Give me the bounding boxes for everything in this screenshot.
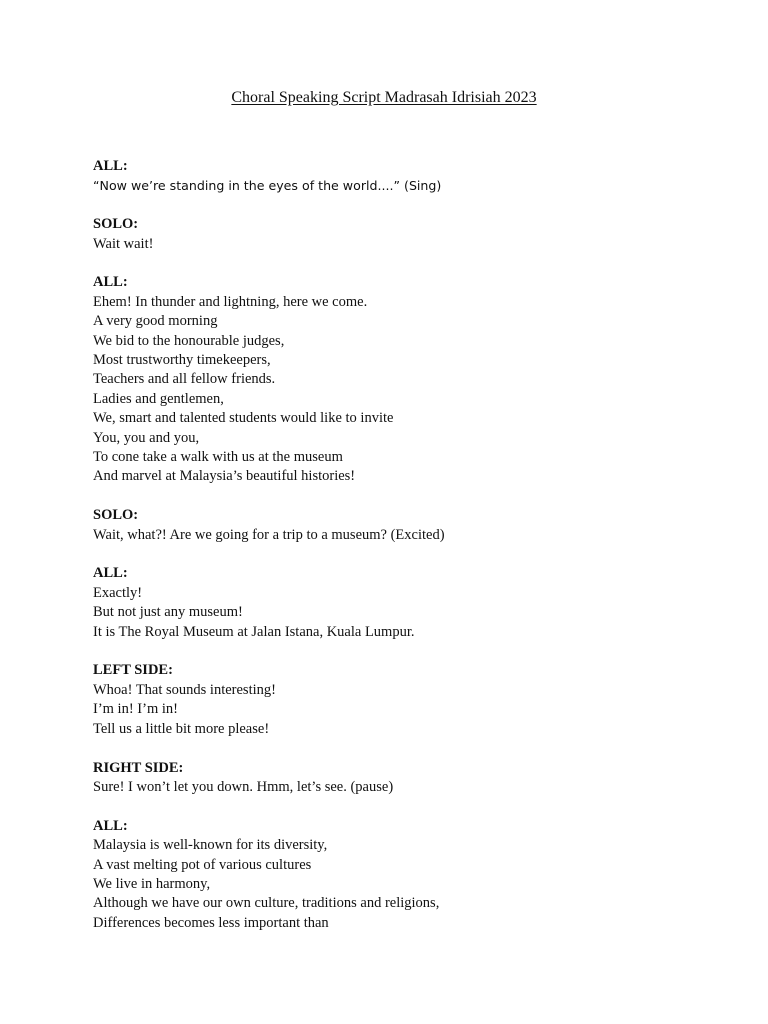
speaker-label: SOLO: <box>93 216 139 233</box>
script-line: Most trustworthy timekeepers, <box>93 352 271 369</box>
script-line: Malaysia is well-known for its diversity, <box>93 837 328 854</box>
script-section <box>93 817 713 933</box>
script-line: Exactly! <box>93 584 143 601</box>
document-title: Choral Speaking Script Madrasah Idrisiah 2023 <box>231 89 537 106</box>
script-line: Wait, what?! Are we going for a trip to a museum? (Excited) <box>93 526 445 543</box>
script-section <box>93 661 713 739</box>
script-line: Ladies and gentlemen, <box>93 390 224 407</box>
script-line: We bid to the honourable judges, <box>93 332 285 349</box>
script-line: Tell us a little bit more please! <box>93 720 270 737</box>
speaker-label: SOLO: <box>93 507 139 524</box>
script-line: We, smart and talented students would like to invite <box>93 410 394 427</box>
script-line: It is The Royal Museum at Jalan Istana, Kuala Lumpur. <box>93 623 415 640</box>
script-line: And marvel at Malaysia’s beautiful histories! <box>93 468 356 485</box>
script-line: To cone take a walk with us at the museum <box>93 449 343 466</box>
script-section <box>93 273 713 486</box>
script-line: Ehem! In thunder and lightning, here we come. <box>93 293 368 310</box>
speaker-label: ALL: <box>93 158 128 174</box>
speaker-label: ALL: <box>93 817 128 834</box>
script-line: I’m in! I’m in! <box>93 701 178 718</box>
script-body <box>93 157 713 953</box>
speaker-label: LEFT SIDE: <box>93 662 173 679</box>
script-section <box>93 564 713 642</box>
script-section <box>93 506 713 545</box>
script-line: A very good morning <box>93 313 218 330</box>
script-line: A vast melting pot of various cultures <box>93 856 312 873</box>
script-line: Wait wait! <box>93 235 154 252</box>
script-section <box>93 759 713 798</box>
script-line: Sure! I won’t let you down. Hmm, let’s see. (pause) <box>93 778 394 795</box>
script-line: Differences becomes less important than <box>93 914 329 931</box>
script-line: But not just any museum! <box>93 604 243 621</box>
script-line: “Now we’re standing in the eyes of the world....” (Sing) <box>93 178 442 194</box>
speaker-label: RIGHT SIDE: <box>93 759 184 776</box>
script-line: You, you and you, <box>93 429 200 446</box>
script-line: Teachers and all fellow friends. <box>93 371 276 388</box>
script-line: Although we have our own culture, traditions and religions, <box>93 895 440 912</box>
script-line: We live in harmony, <box>93 875 211 892</box>
script-section <box>93 157 713 196</box>
script-section <box>93 215 713 254</box>
speaker-label: ALL: <box>93 565 128 582</box>
script-line: Whoa! That sounds interesting! <box>93 681 276 698</box>
speaker-label: ALL: <box>93 274 128 291</box>
